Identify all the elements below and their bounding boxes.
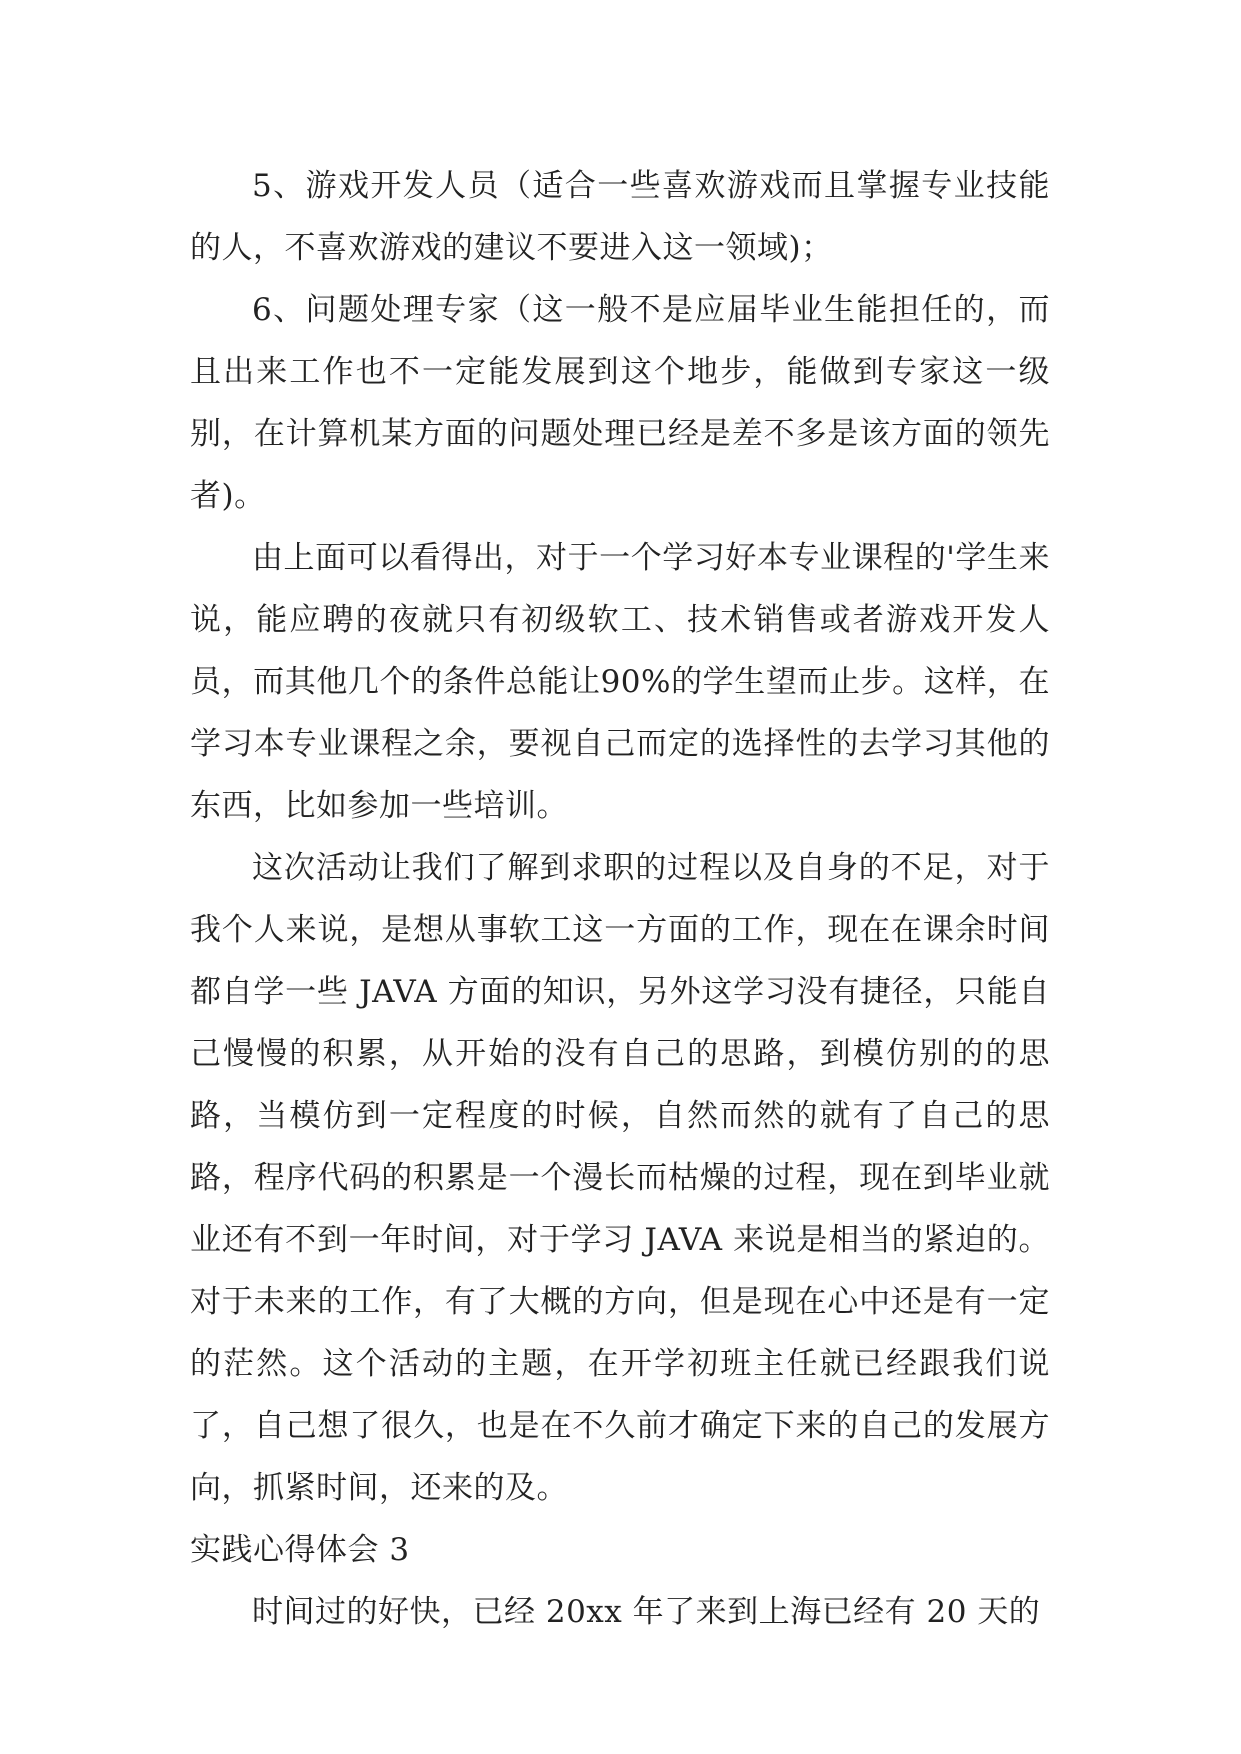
paragraph-final: 时间过的好快，已经 20xx 年了来到上海已经有 20 天的: [252, 1594, 1041, 1630]
paragraph-problem-expert: 6、问题处理专家（这一般不是应届毕业生能担任的，而且出来工作也不一定能发展到这个地步，能做到专家这一级别，在计算机某方面的问题处理已经是差不多是该方面的领先者)。: [190, 292, 1050, 514]
paragraph-course-study: 由上面可以看得出，对于一个学习好本专业课程的'学生来说，能应聘的夜就只有初级软工、技术销售或者游戏开发人员，而其他几个的条件总能让90%的学生望而止步。这样，在学习本专业课程之余，要视自己而定的选择性的去学习其他的东西，比如参加一些培训。: [190, 540, 1050, 824]
document-body: [190, 155, 1050, 1643]
section-heading: 实践心得体会 3: [190, 1532, 410, 1568]
paragraph-game-developer: 5、游戏开发人员（适合一些喜欢游戏而且掌握专业技能的人，不喜欢游戏的建议不要进入这一领域)；: [190, 168, 1050, 266]
paragraph-activity-reflection: 这次活动让我们了解到求职的过程以及自身的不足，对于我个人来说，是想从事软工这一方面的工作，现在在课余时间都自学一些 JAVA 方面的知识，另外这学习没有捷径，只能自己慢慢的积累，从开始的没有自己的思路，到模仿别的的思路，当模仿到一定程度的时候，自然而然的就有了自己的思路，程序代码的积累是一个漫长而枯燥的过程，现在到毕业就业还有不到一年时间，对于学习 JAVA 来说是相当的紧迫的。对于未来的工作，有了大概的方向，但是现在心中还是有一定的茫然。这个活动的主题，在开学初班主任就已经跟我们说了，自己想了很久，也是在不久前才确定下来的自己的发展方向，抓紧时间，还来的及。: [190, 850, 1050, 1506]
